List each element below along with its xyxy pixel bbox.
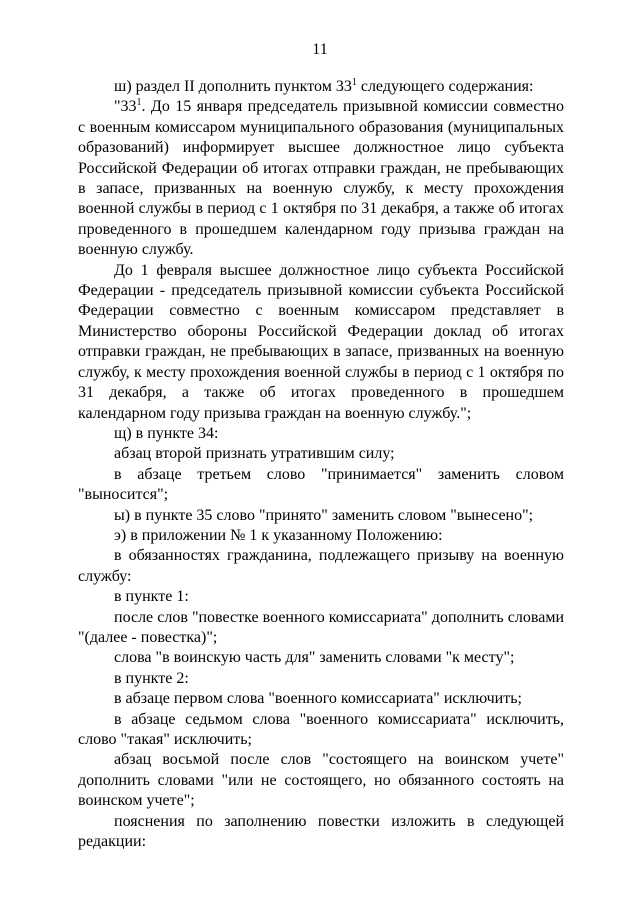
paragraph-eighth-clause: абзац восьмой после слов "состоящего на воинском учете" дополнить словами "или не состоящего, но обязанного состоять на воинском учете"; — [78, 751, 564, 810]
paragraph-third-clause-replace: в абзаце третьем слово "принимается" заменить словом "выносится"; — [78, 465, 564, 504]
paragraph-text: следующего содержания: — [356, 78, 534, 95]
paragraph-replace-words: слова "в воинскую часть для" заменить словами "к месту"; — [114, 649, 515, 667]
superscript: 1 — [351, 77, 357, 88]
paragraph-add-words: после слов "повестке военного комиссариата" дополнить словами "(далее - повестка)"; — [78, 608, 564, 646]
paragraph-text: "33 — [114, 98, 137, 116]
paragraph-explanations: пояснения по заполнению повестки изложить в следующей редакции: — [78, 812, 564, 851]
paragraph-february-report: До 1 февраля высшее должностное лицо субъекта Российской Федерации - председатель призывной комиссии субъекта Российской Федерации совместно с военным комиссаром представляет в Министерство обороны Российской Федерации доклад об итогах отправки граждан, не пребывающих в запасе, призванных на военную службу, к месту прохождения военной службы в период с 1 октября по 31 декабря, а также об итогах проведенного в прошедшем календарном году призыва граждан на военную службу."; — [78, 261, 564, 422]
paragraph-seventh-clause: в абзаце седьмом слова "военного комиссариата" исключить, слово "такая" исключить; — [78, 710, 564, 748]
paragraph-item-1: в пункте 1: — [114, 588, 189, 606]
document-body — [78, 77, 564, 852]
superscript: 1 — [136, 97, 142, 109]
paragraph-amend-section-2 — [78, 77, 564, 97]
paragraph-first-clause: в абзаце первом слова "военного комиссариата" исключить; — [114, 690, 522, 708]
paragraph-item-2: в пункте 2: — [114, 669, 189, 687]
page-number: 11 — [312, 41, 328, 58]
paragraph-point-35: ы) в пункте 35 слово "принято" заменить словом "вынесено"; — [114, 506, 534, 524]
paragraph-point-34: щ) в пункте 34: — [114, 424, 219, 442]
paragraph-point-33-1 — [78, 97, 564, 260]
paragraph-text: ш) раздел II дополнить пунктом 33 — [114, 78, 352, 95]
paragraph-appendix-1: э) в приложении № 1 к указанному Положению: — [114, 526, 443, 544]
paragraph-text: . До 15 января председатель призывной комиссии совместно с военным комиссаром муниципального образования (муниципальных образований) информирует высшее должностное лицо субъекта Российской Федерации об итогах отправки граждан, не пребывающих в запасе, призванных на военную службу, к месту прохождения военной службы в период с 1 октября по 31 декабря, а также об итогах проведенного в прошедшем календарном году призыва граждан на военную службу. — [78, 98, 564, 259]
paragraph-citizen-duties: в обязанностях гражданина, подлежащего призыву на военную службу: — [78, 547, 564, 585]
paragraph-second-clause-void: абзац второй признать утратившим силу; — [114, 445, 395, 463]
